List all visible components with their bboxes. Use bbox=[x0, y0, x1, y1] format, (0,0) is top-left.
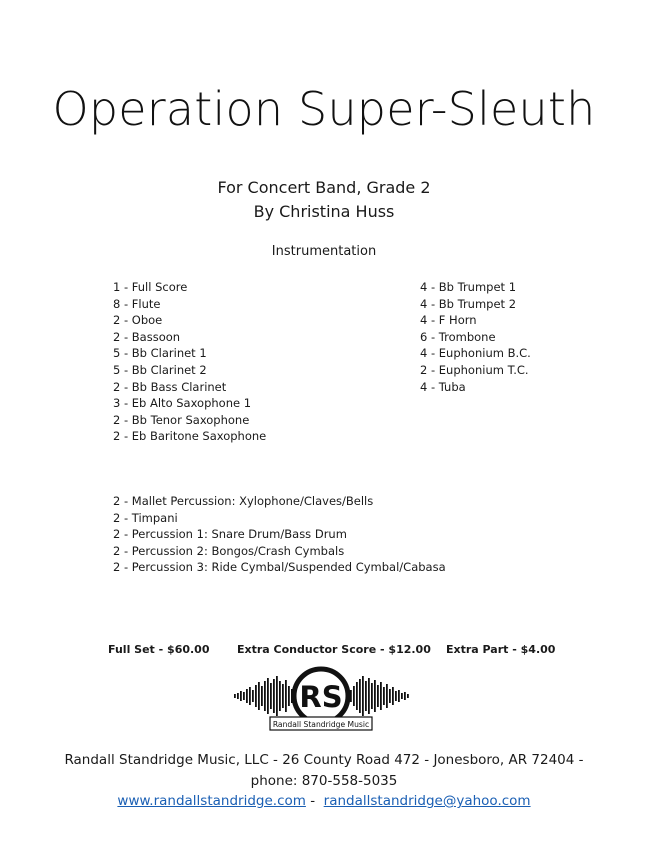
waveform-bar bbox=[365, 681, 367, 711]
brass-list bbox=[420, 279, 531, 395]
woodwinds-list bbox=[113, 279, 266, 445]
list-item: 2 - Bb Tenor Saxophone bbox=[113, 412, 250, 427]
subtitle-ensemble: For Concert Band, Grade 2 bbox=[217, 178, 431, 197]
list-item: 2 - Mallet Percussion: Xylophone/Claves/Bells bbox=[113, 494, 374, 508]
waveform-bar bbox=[282, 684, 284, 708]
list-item: 3 - Eb Alto Saxophone 1 bbox=[113, 396, 252, 411]
page-title: Operation Super-Sleuth bbox=[52, 82, 596, 136]
list-item: 8 - Flute bbox=[113, 296, 161, 311]
list-item: 2 - Timpani bbox=[113, 510, 178, 525]
waveform-bar bbox=[288, 686, 290, 706]
waveform-bar bbox=[252, 690, 254, 702]
publisher-contact bbox=[0, 750, 648, 812]
waveform-bar bbox=[243, 692, 245, 700]
waveform-bar bbox=[377, 685, 379, 707]
waveform-bar bbox=[246, 689, 248, 703]
waveform-bar bbox=[270, 683, 272, 709]
waveform-bar bbox=[404, 692, 406, 700]
list-item: 2 - Bb Bass Clarinet bbox=[113, 379, 227, 394]
link-separator: - bbox=[305, 793, 324, 809]
waveform-bar bbox=[401, 693, 403, 699]
waveform-bar bbox=[264, 681, 266, 711]
waveform-bar bbox=[249, 687, 251, 705]
waveform-bar bbox=[353, 686, 355, 706]
list-item: 6 - Trombone bbox=[420, 329, 496, 344]
list-item: 2 - Oboe bbox=[113, 313, 163, 328]
waveform-bar bbox=[258, 682, 260, 710]
waveform-bar bbox=[386, 684, 388, 708]
waveform-bar bbox=[276, 676, 278, 716]
percussion-list bbox=[113, 493, 446, 576]
publisher-logo bbox=[232, 666, 410, 736]
waveform-bar bbox=[368, 678, 370, 714]
list-item: 4 - Bb Trumpet 2 bbox=[420, 296, 517, 311]
waveform-bar bbox=[267, 678, 269, 714]
waveform-bar bbox=[371, 683, 373, 709]
price-extra-part: Extra Part - $4.00 bbox=[446, 643, 556, 656]
list-item: 4 - Tuba bbox=[420, 379, 466, 394]
waveform-bar bbox=[356, 682, 358, 710]
logo-graphic bbox=[232, 666, 410, 736]
waveform-bar bbox=[255, 685, 257, 707]
waveform-bar bbox=[398, 690, 400, 702]
email-link[interactable]: randallstandridge@yahoo.com bbox=[323, 793, 531, 809]
waveform-bar bbox=[261, 686, 263, 706]
logo-name: Randall Standridge Music bbox=[272, 720, 370, 729]
list-item: 5 - Bb Clarinet 2 bbox=[113, 362, 207, 377]
list-item: 2 - Euphonium T.C. bbox=[420, 362, 529, 377]
waveform-bar bbox=[374, 680, 376, 712]
waveform-bar bbox=[237, 693, 239, 699]
logo-initials: RS bbox=[299, 680, 343, 714]
waveform-bar bbox=[234, 694, 236, 698]
list-item: 2 - Percussion 2: Bongos/Crash Cymbals bbox=[113, 543, 345, 558]
waveform-bar bbox=[285, 680, 287, 712]
price-full-set: Full Set - $60.00 bbox=[108, 643, 210, 656]
list-item: 4 - Bb Trumpet 1 bbox=[420, 280, 517, 294]
list-item: 2 - Eb Baritone Saxophone bbox=[113, 429, 267, 444]
website-link[interactable]: www.randallstandridge.com bbox=[117, 793, 306, 809]
instrumentation-heading: Instrumentation bbox=[271, 244, 377, 259]
publisher-address: Randall Standridge Music, LLC - 26 County Road 472 - Jonesboro, AR 72404 - bbox=[64, 752, 584, 768]
waveform-bar bbox=[380, 682, 382, 710]
waveform-bar bbox=[273, 679, 275, 713]
list-item: 2 - Bassoon bbox=[113, 329, 181, 344]
subtitle-composer: By Christina Huss bbox=[253, 202, 395, 221]
waveform-bar bbox=[362, 676, 364, 716]
list-item: 2 - Percussion 3: Ride Cymbal/Suspended Cymbal/Cabasa bbox=[113, 560, 446, 575]
subtitle bbox=[0, 176, 648, 224]
waveform-bar bbox=[407, 694, 409, 698]
waveform-bar bbox=[279, 681, 281, 711]
waveform-bar bbox=[383, 687, 385, 705]
list-item: 2 - Percussion 1: Snare Drum/Bass Drum bbox=[113, 527, 347, 542]
waveform-bar bbox=[395, 691, 397, 701]
list-item: 4 - Euphonium B.C. bbox=[420, 346, 531, 361]
price-conductor-score: Extra Conductor Score - $12.00 bbox=[237, 643, 431, 656]
publisher-phone: phone: 870-558-5035 bbox=[250, 772, 398, 789]
waveform-bar bbox=[359, 679, 361, 713]
waveform-bar bbox=[392, 687, 394, 705]
waveform-bar bbox=[240, 691, 242, 701]
waveform-bar bbox=[389, 689, 391, 703]
list-item: 5 - Bb Clarinet 1 bbox=[113, 346, 207, 361]
list-item: 1 - Full Score bbox=[113, 280, 188, 294]
publisher-links bbox=[0, 791, 648, 812]
list-item: 4 - F Horn bbox=[420, 313, 477, 328]
